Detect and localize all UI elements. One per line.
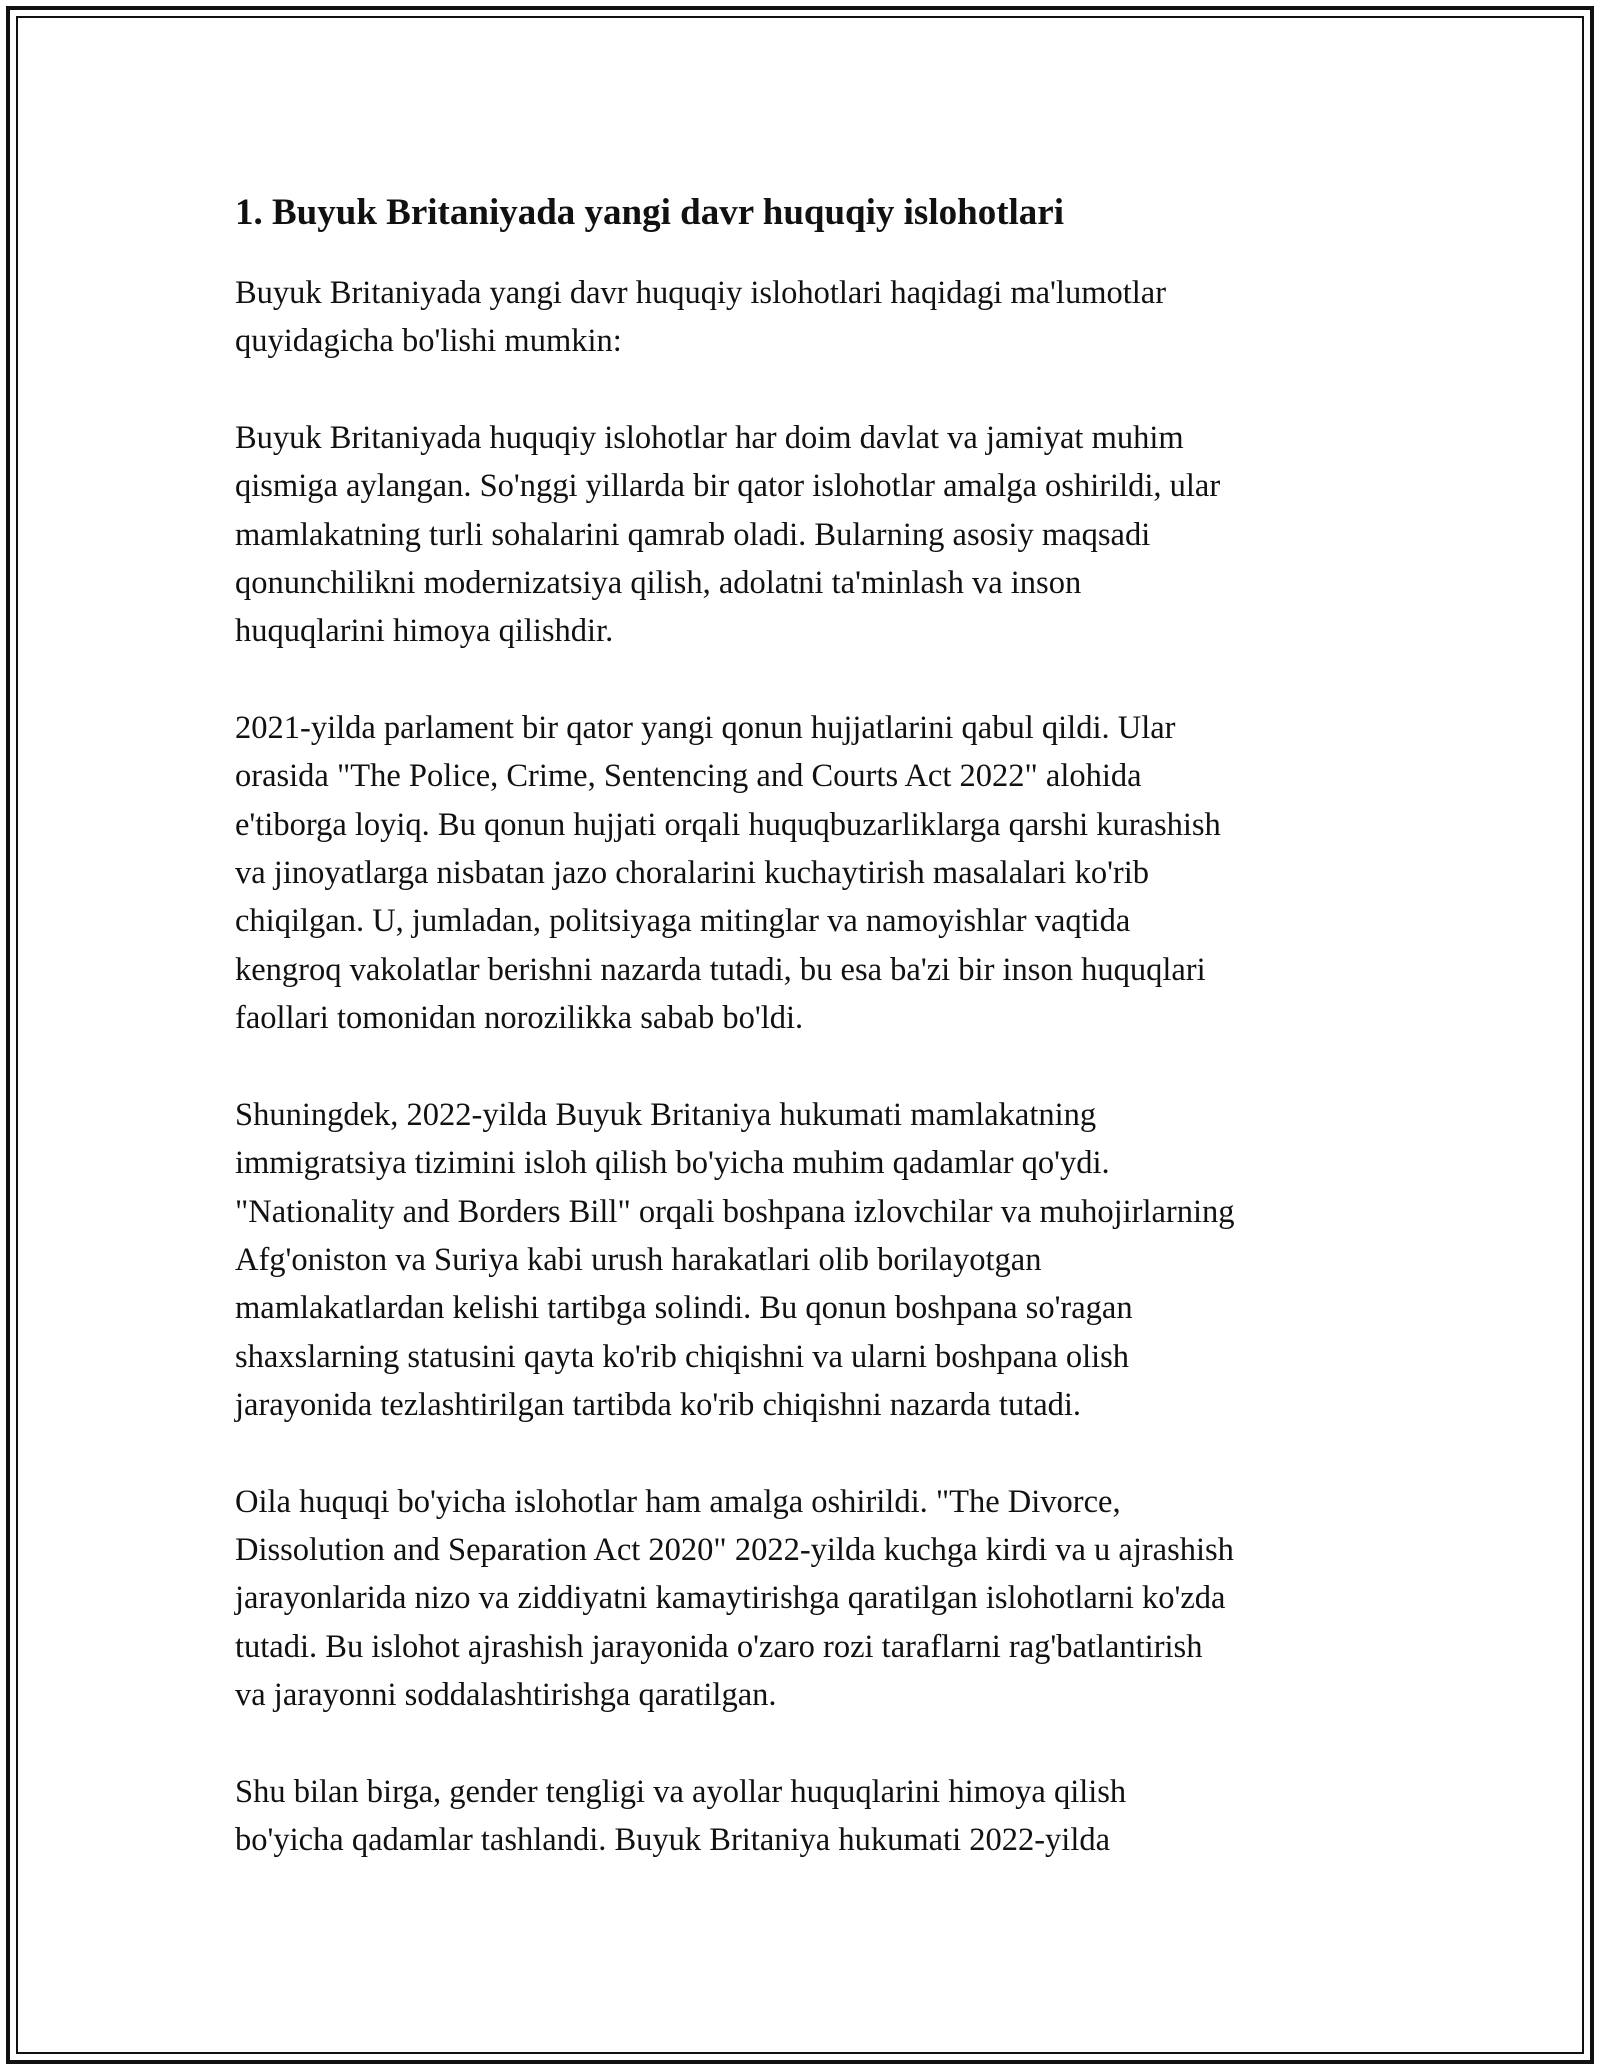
paragraph-intro: Buyuk Britaniyada yangi davr huquqiy islohotlari haqidagi ma'lumotlar quyidagicha bo'lishi mumkin: <box>235 275 1167 360</box>
paragraph-gender-equality: Shu bilan birga, gender tengligi va ayollar huquqlarini himoya qilish bo'yicha qadamlar tashlandi. Buyuk Britaniya hukumati 2022-yilda <box>235 1773 1127 1858</box>
paragraph-immigration: Shuningdek, 2022-yilda Buyuk Britaniya hukumati mamlakatning immigratsiya tizimini isloh qilish bo'yicha muhim qadamlar qo'ydi. "Nationality and Borders Bill" orqali boshpana izlovchilar va muhojirlarning Afg'oniston va Suriya kabi urush harakatlari olib borilayotgan mamlakatlardan kelishi tartibga solindi. Bu qonun boshpana so'ragan shaxslarning statusini qayta ko'rib chiqishni va ularni boshpana olish jarayonida tezlashtirilgan tartibda ko'rib chiqishni nazarda tutadi. <box>235 1096 1235 1424</box>
paragraph-overview: Buyuk Britaniyada huquqiy islohotlar har doim davlat va jamiyat muhim qismiga aylangan. So'nggi yillarda bir qator islohotlar amalga oshirildi, ular mamlakatning turli sohalarini qamrab oladi. Bularning asosiy maqsadi qonunchilikni modernizatsiya qilish, adolatni ta'minlash va inson huquqlarini himoya qilishdir. <box>235 419 1221 650</box>
paragraph-family-law: Oila huquqi bo'yicha islohotlar ham amalga oshirildi. "The Divorce, Dissolution and Separation Act 2020" 2022-yilda kuchga kirdi va u ajrashish jarayonlarida nizo va ziddiyatni kamaytirishga qaratilgan islohotlarni ko'zda tutadi. Bu islohot ajrashish jarayonida o'zaro rozi taraflarni rag'batlantirish va jarayonni soddalashtirishga qaratilgan. <box>235 1483 1234 1714</box>
document-body <box>235 185 1375 1912</box>
paragraph-police-act: 2021-yilda parlament bir qator yangi qonun hujjatlarini qabul qildi. Ular orasida "The Police, Crime, Sentencing and Courts Act 2022" alohida e'tiborga loyiq. Bu qonun hujjati orqali huquqbuzarliklarga qarshi kurashish va jinoyatlarga nisbatan jazo choralarini kuchaytirish masalalari ko'rib chiqilgan. U, jumladan, politsiyaga mitinglar va namoyishlar vaqtida kengroq vakolatlar berishni nazarda tutadi, bu esa ba'zi bir inson huquqlari faollari tomonidan norozilikka sabab bo'ldi. <box>235 709 1221 1037</box>
section-heading: 1. Buyuk Britaniyada yangi davr huquqiy islohotlari <box>235 192 1064 233</box>
